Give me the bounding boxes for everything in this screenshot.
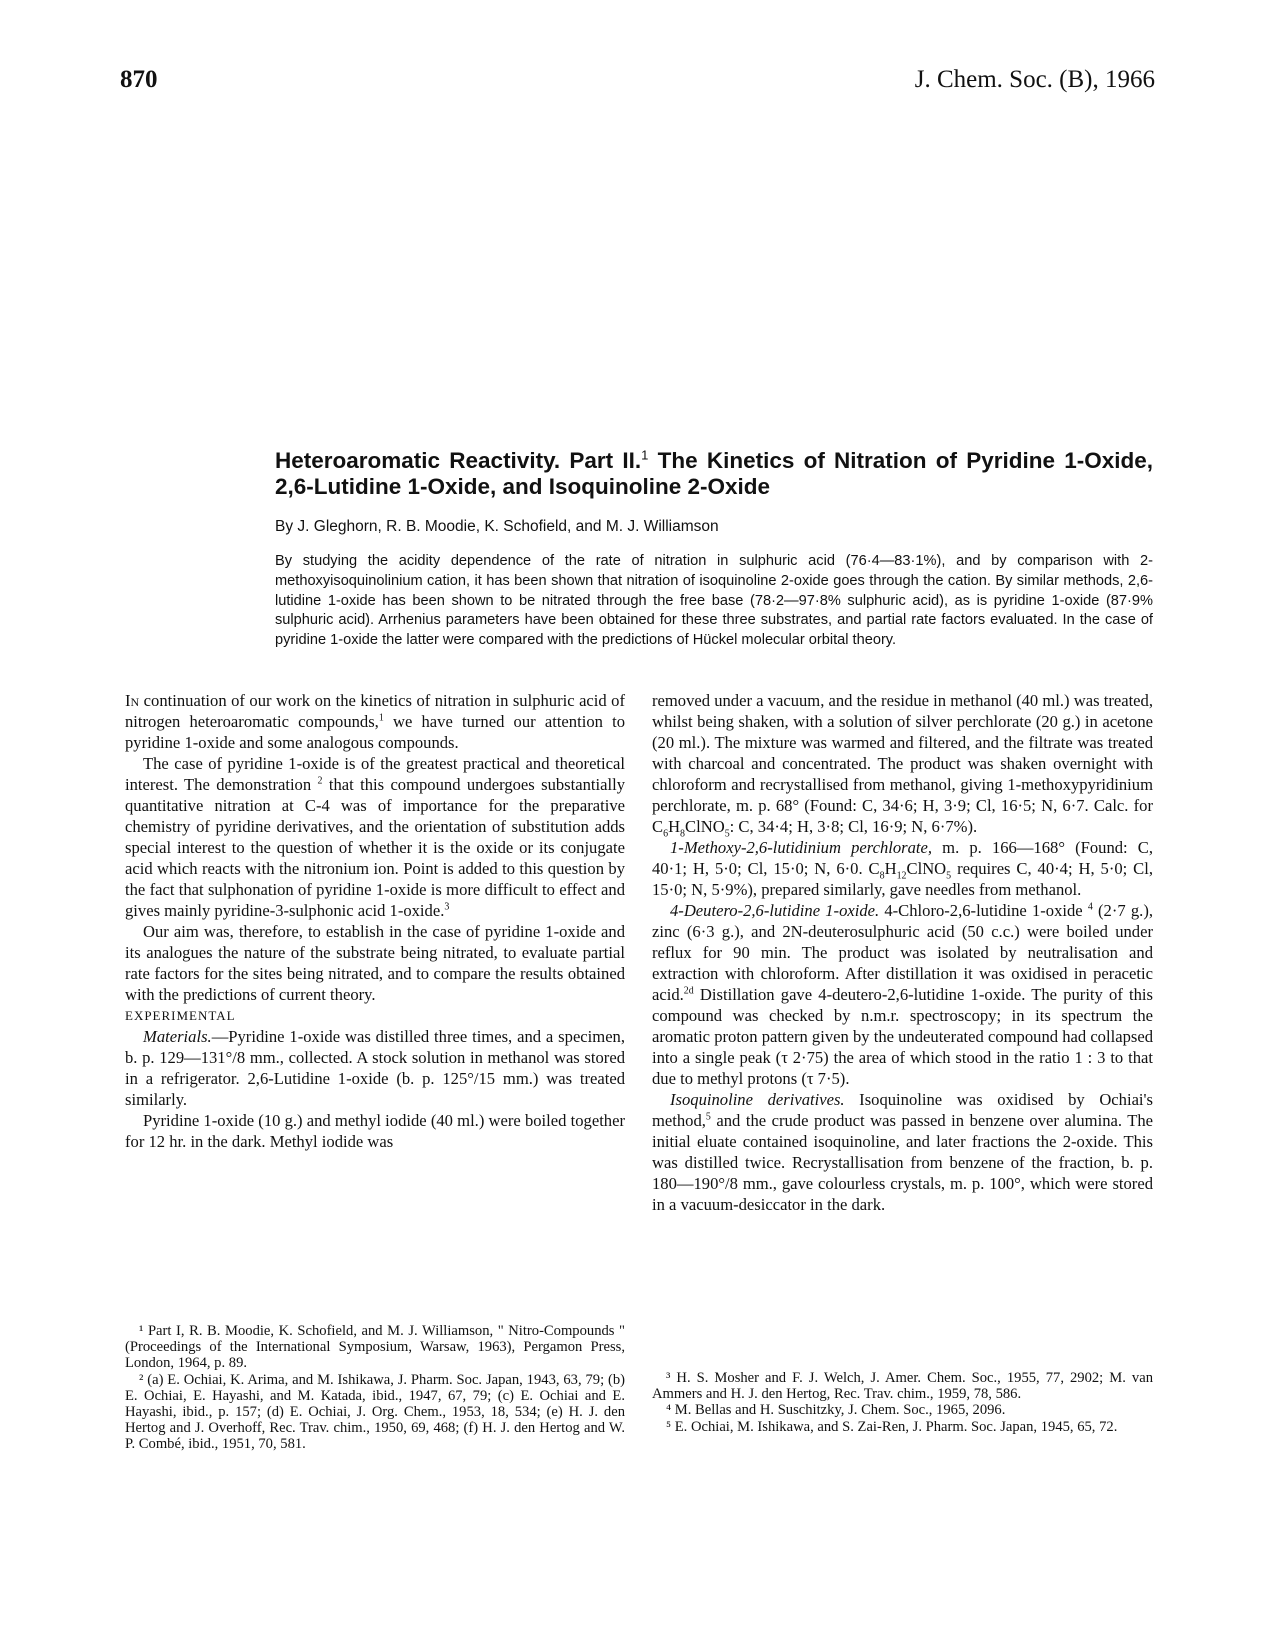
footnotes-right bbox=[652, 1370, 1153, 1435]
footnote: ⁴ M. Bellas and H. Suschitzky, J. Chem. Soc., 1965, 2096. bbox=[666, 1402, 1006, 1419]
reference-mark: 5 bbox=[705, 1111, 711, 1123]
run-in-heading: Materials. bbox=[143, 1027, 212, 1046]
run-in-heading: 4-Deutero-2,6-lutidine 1-oxide. bbox=[670, 901, 880, 920]
lead-word: In bbox=[125, 691, 140, 710]
reference-mark: 4 bbox=[1087, 901, 1093, 913]
article-title bbox=[275, 448, 1153, 500]
footnotes-left bbox=[125, 1323, 625, 1453]
reference-mark: 3 bbox=[444, 901, 450, 913]
text: m. p. 166—168° (Found: C, 40·1; H, 5·0; Cl, 15·0; N, 6·0. C bbox=[652, 838, 1153, 878]
text: requires C, 40·4; H, 5·0; Cl, 15·0; N, 5·9%), prepared similarly, gave needles from methanol. bbox=[652, 859, 1153, 899]
subscript: 8 bbox=[680, 828, 686, 840]
text: 4-Chloro-2,6-lutidine 1-oxide bbox=[879, 901, 1088, 920]
reference-mark: 1 bbox=[378, 712, 384, 724]
text: H bbox=[668, 817, 681, 836]
run-in-heading: Isoquinoline derivatives. bbox=[670, 1090, 845, 1109]
paragraph bbox=[125, 690, 625, 753]
text: Distillation gave 4-deutero-2,6-lutidine 1-oxide. The purity of this compound was checked by n.m.r. spectroscopy; in its spectrum the aromatic proton pattern given by the undeuterated compound had collapsed into a single peak (τ 2·75) the area of which stood in the ratio 1 : 3 to that due to methyl protons (τ 7·5). bbox=[652, 985, 1153, 1088]
paragraph bbox=[652, 837, 1153, 900]
text: : C, 34·4; H, 3·8; Cl, 16·9; N, 6·7%). bbox=[729, 817, 978, 836]
section-heading: EXPERIMENTAL bbox=[125, 1008, 236, 1023]
footnote: ² (a) E. Ochiai, K. Arima, and M. Ishikawa, J. Pharm. Soc. Japan, 1943, 63, 79; (b) E. Ochiai, E. Hayashi, and M. Katada, ibid., 1947, 67, 79; (c) E. Ochiai and E. Hayashi, ibid., p. 157; (d) E. Ochiai, J. Org. Chem., 1953, 18, 534; (e) H. J. den Hertog and J. Overhoff, Rec. Trav. chim., 1950, 69, 468; (f) H. J. den Hertog and W. P. Combé, ibid., 1951, 70, 581. bbox=[125, 1371, 625, 1453]
subscript: 5 bbox=[724, 828, 730, 840]
reference-mark: 2d bbox=[683, 985, 694, 997]
text: The case of pyridine 1-oxide is of the greatest practical and theoretical interest. The demonstration bbox=[125, 754, 625, 794]
run-in-heading: 1-Methoxy-2,6-lutidinium perchlorate, bbox=[670, 838, 933, 857]
subscript: 12 bbox=[896, 870, 907, 882]
paragraph bbox=[652, 900, 1153, 1089]
reference-mark: 2 bbox=[317, 775, 323, 787]
paragraph bbox=[125, 1026, 625, 1110]
title-ref: 1 bbox=[641, 447, 649, 463]
abstract: By studying the acidity dependence of the rate of nitration in sulphuric acid (76·4—83·1%), and by comparison with 2-methoxyisoquinolinium cation, it has been shown that nitration of isoquinoline 2-oxide goes through the cation. By similar methods, 2,6-lutidine 1-oxide has been shown to be nitrated through the free base (78·2—97·8% sulphuric acid), as is pyridine 1-oxide (87·9% sulphuric acid). Arrhenius parameters have been obtained for these three substrates, and partial rate factors evaluated. In the case of pyridine 1-oxide the latter were compared with the predictions of Hückel molecular orbital theory. bbox=[275, 553, 1153, 649]
page-number: 870 bbox=[120, 66, 158, 93]
subscript: 8 bbox=[879, 870, 885, 882]
text: —Pyridine 1-oxide was distilled three times, and a specimen, b. p. 129—131°/8 mm., collected. A stock solution in methanol was stored in a refrigerator. 2,6-Lutidine 1-oxide (b. p. 125°/15 mm.) was treated similarly. bbox=[125, 1027, 625, 1109]
paragraph bbox=[652, 1089, 1153, 1215]
left-column bbox=[125, 690, 625, 1152]
text: Isoquinoline was oxidised by Ochiai's method, bbox=[652, 1090, 1153, 1130]
title-main: Heteroaromatic Reactivity. Part II. bbox=[275, 448, 642, 473]
title-rest: The Kinetics of Nitration of Pyridine 1-Oxide, 2,6-Lutidine 1-Oxide, and Isoquinoline 2-Oxide bbox=[275, 448, 1153, 499]
journal-citation: J. Chem. Soc. (B), 1966 bbox=[914, 66, 1155, 93]
text: we have turned our attention to pyridine 1-oxide and some analogous compounds. bbox=[125, 712, 625, 752]
text: ClNO bbox=[906, 859, 947, 878]
paragraph bbox=[125, 753, 625, 921]
subscript: 6 bbox=[663, 828, 669, 840]
text: continuation of our work on the kinetics of nitration in sulphuric acid of nitrogen heteroaromatic compounds, bbox=[125, 691, 625, 731]
text: (2·7 g.), zinc (6·3 g.), and 2N-deuterosulphuric acid (50 c.c.) were boiled under reflux for 90 min. The product was isolated by neutralisation and extraction with chloroform. After distillation it was oxidised in peracetic acid. bbox=[652, 901, 1153, 1004]
subscript: 5 bbox=[946, 870, 952, 882]
paragraph bbox=[652, 690, 1153, 840]
right-column bbox=[652, 690, 1153, 1215]
text: and the crude product was passed in benzene over alumina. The initial eluate contained isoquinoline, and later fractions the 2-oxide. This was distilled twice. Recrystallisation from benzene of the fraction, b. p. 180—190°/8 mm., gave colourless crystals, m. p. 100°, which were stored in a vacuum-desiccator in the dark. bbox=[652, 1111, 1153, 1214]
footnote: ⁵ E. Ochiai, M. Ishikawa, and S. Zai-Ren, J. Pharm. Soc. Japan, 1945, 65, 72. bbox=[666, 1418, 1118, 1435]
paragraph: Our aim was, therefore, to establish in the case of pyridine 1-oxide and its analogues the nature of the substrate being nitrated, to evaluate partial rate factors for the sites being nitrated, and to compare the results obtained with the predictions of current theory. bbox=[125, 922, 625, 1004]
text: H bbox=[884, 859, 897, 878]
footnote: ³ H. S. Mosher and F. J. Welch, J. Amer. Chem. Soc., 1955, 77, 2902; M. van Ammers and H. J. den Hertog, Rec. Trav. chim., 1959, 78, 586. bbox=[652, 1370, 1153, 1403]
footnote: ¹ Part I, R. B. Moodie, K. Schofield, and M. J. Williamson, " Nitro-Compounds " (Proceedings of the International Symposium, Warsaw, 1963), Pergamon Press, London, 1964, p. 89. bbox=[125, 1323, 625, 1372]
author-list: By J. Gleghorn, R. B. Moodie, K. Schofield, and M. J. Williamson bbox=[275, 518, 719, 535]
text: removed under a vacuum, and the residue in methanol (40 ml.) was treated, whilst being shaken, with a solution of silver perchlorate (20 g.) in acetone (20 ml.). The mixture was warmed and filtered, and the filtrate was treated with charcoal and concentrated. The product was shaken overnight with chloroform and recrystallised from methanol, giving 1-methoxypyridinium perchlorate, m. p. 68° (Found: C, 34·6; H, 3·9; Cl, 16·5; N, 6·7. Calc. for C bbox=[652, 691, 1153, 836]
text: that this compound undergoes substantially quantitative nitration at C-4 was of importance for the preparative chemistry of pyridine derivatives, and the orientation of substitution adds special interest to the question of whether it is the oxide or its conjugate acid which reacts with the nitronium ion. Point is added to this question by the fact that sulphonation of pyridine 1-oxide is more difficult to effect and gives mainly pyridine-3-sulphonic acid 1-oxide. bbox=[125, 775, 626, 920]
paragraph: Pyridine 1-oxide (10 g.) and methyl iodide (40 ml.) were boiled together for 12 hr. in the dark. Methyl iodide was bbox=[125, 1111, 625, 1151]
text: ClNO bbox=[685, 817, 725, 836]
